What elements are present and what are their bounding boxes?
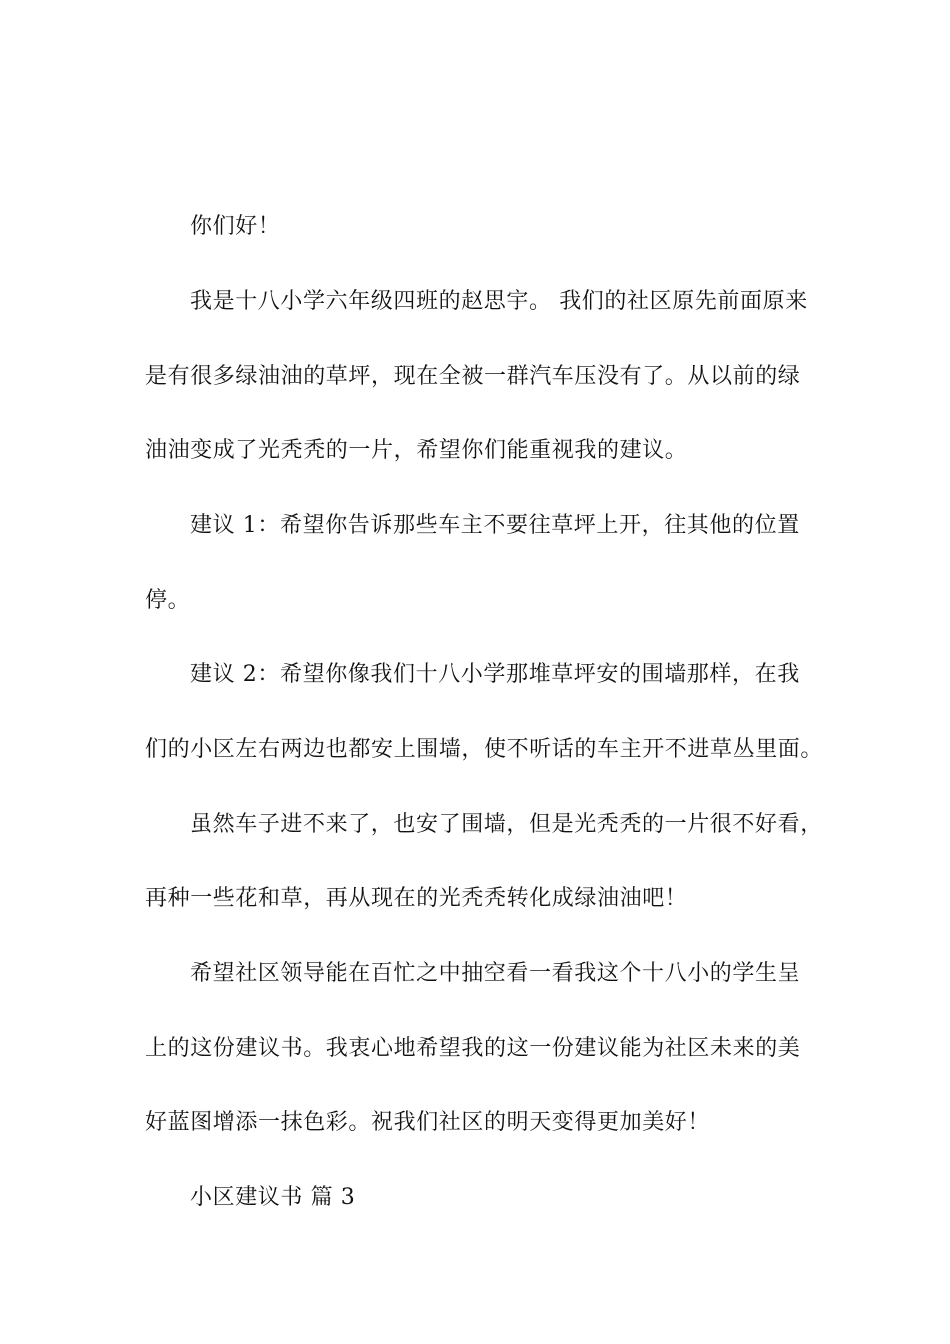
paragraph-line: 再种一些花和草，再从现在的光秃秃转化成绿油油吧！ — [145, 886, 688, 911]
paragraph-line: 是有很多绿油油的草坪，现在全被一群汽车压没有了。从以前的绿 — [145, 364, 801, 389]
paragraph-line: 建议 2：希望你像我们十八小学那堆草坪安的围墙那样，在我 — [190, 662, 800, 687]
paragraph-line: 我是十八小学六年级四班的赵思宇。 我们的社区原先前面原来 — [190, 289, 808, 314]
paragraph-line: 建议 1：希望你告诉那些车主不要往草坪上开，往其他的位置 — [190, 513, 800, 538]
paragraph-line: 油油变成了光秃秃的一片，希望你们能重视我的建议。 — [145, 438, 688, 463]
paragraph-line: 们的小区左右两边也都安上围墙，使不听话的车主开不进草丛里面。 — [145, 737, 824, 762]
paragraph-line: 虽然车子进不来了，也安了围墙，但是光秃秃的一片很不好看， — [190, 812, 823, 837]
section-heading: 小区建议书 篇 3 — [190, 1185, 356, 1210]
paragraph-line: 好蓝图增添一抹色彩。祝我们社区的明天变得更加美好！ — [145, 1110, 711, 1135]
paragraph-line: 希望社区领导能在百忙之中抽空看一看我这个十八小的学生呈 — [190, 961, 801, 986]
greeting: 你们好！ — [190, 214, 281, 239]
paragraph-line: 上的这份建议书。我衷心地希望我的这一份建议能为社区未来的美 — [145, 1036, 801, 1061]
paragraph-line: 停。 — [145, 588, 191, 613]
